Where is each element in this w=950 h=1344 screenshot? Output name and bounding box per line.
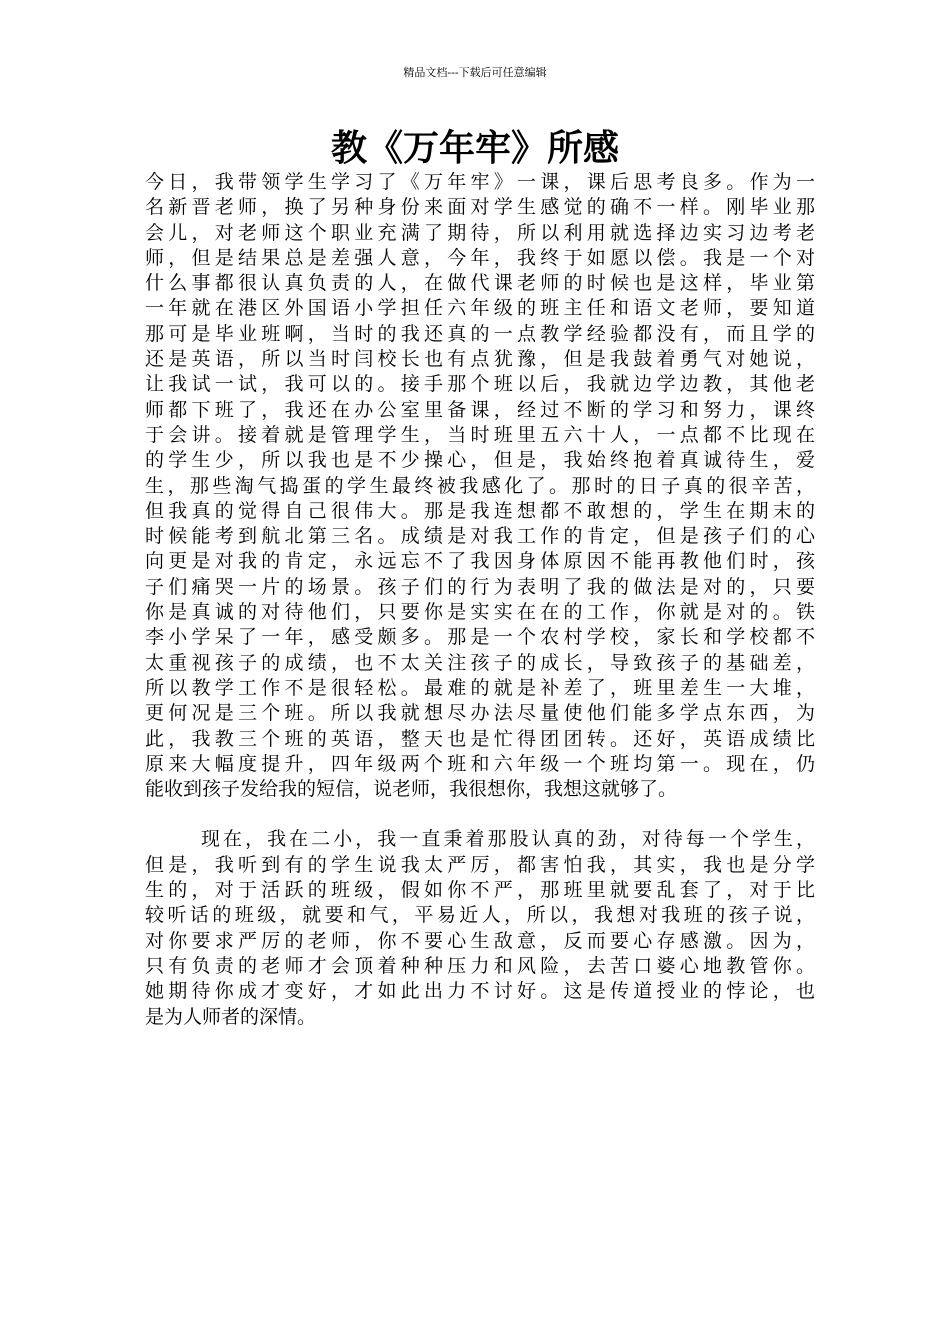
- text-line: 子们痛哭一片的场景。孩子们的行为表明了我的做法是对的，只要: [145, 575, 815, 598]
- text-line: 会儿，对老师这个职业充满了期待，所以利用就选择边实习边考老: [145, 221, 815, 244]
- text-line: 于会讲。接着就是管理学生，当时班里五六十人，一点都不比现在: [145, 423, 815, 446]
- text-line: 更何况是三个班。所以我就想尽办法尽量使他们能多学点东西，为: [145, 702, 815, 725]
- page-header: 精品文档---下载后可任意编辑: [403, 66, 547, 79]
- text-line: 时候能考到航北第三名。成绩是对我工作的肯定，但是孩子们的心: [145, 525, 815, 548]
- text-line: 生，那些淘气捣蛋的学生最终被我感化了。那时的日子真的很辛苦，: [145, 474, 815, 497]
- text-line: 师，但是结果总是差强人意，今年，我终于如愿以偿。我是一个对: [145, 246, 815, 269]
- paragraph-1: [145, 170, 815, 802]
- text-line: 较听话的班级，就要和气，平易近人，所以，我想对我班的孩子说，: [145, 904, 815, 927]
- text-line: 你是真诚的对待他们，只要你是实实在在的工作，你就是对的。铁: [145, 601, 815, 624]
- text-line: 但是，我听到有的学生说我太严厉，都害怕我，其实，我也是分学: [145, 853, 815, 876]
- text-line: 师都下班了，我还在办公室里备课，经过不断的学习和努力，课终: [145, 398, 815, 421]
- text-line: 所以教学工作不是很轻松。最难的就是补差了，班里差生一大堆，: [145, 676, 815, 699]
- text-line: 此，我教三个班的英语，整天也是忙得团团转。还好，英语成绩比: [145, 727, 815, 750]
- paragraph-spacer: [145, 802, 815, 827]
- text-line: 名新晋老师，换了另种身份来面对学生感觉的确不一样。刚毕业那: [145, 196, 815, 219]
- text-line: 对你要求严厉的老师，你不要心生敌意，反而要心存感激。因为，: [145, 929, 815, 952]
- text-line: 让我试一试，我可以的。接手那个班以后，我就边学边教，其他老: [145, 373, 815, 396]
- text-line: 原来大幅度提升，四年级两个班和六年级一个班均第一。现在，仍: [145, 752, 815, 775]
- text-line: 的学生少，所以我也是不少操心，但是，我始终抱着真诚待生，爱: [145, 449, 815, 472]
- document-body: [145, 170, 815, 1030]
- paragraph-2: [145, 827, 815, 1029]
- text-line: 能收到孩子发给我的短信，说老师，我很想你，我想这就够了。: [145, 778, 678, 801]
- text-line: 今日，我带领学生学习了《万年牢》一课，课后思考良多。作为一: [145, 171, 815, 193]
- text-line: 生的，对于活跃的班级，假如你不严，那班里就要乱套了，对于比: [145, 879, 815, 902]
- text-line: 向更是对我的肯定，永远忘不了我因身体原因不能再教他们时，孩: [145, 550, 815, 573]
- text-line: 只有负责的老师才会顶着种种压力和风险，去苦口婆心地教管你。: [145, 954, 815, 977]
- text-line: 太重视孩子的成绩，也不太关注孩子的成长，导致孩子的基础差，: [145, 651, 815, 674]
- text-line: 李小学呆了一年，感受颇多。那是一个农村学校，家长和学校都不: [145, 626, 815, 649]
- text-line: 什么事都很认真负责的人，在做代课老师的时候也是这样，毕业第: [145, 272, 815, 295]
- text-line: 是为人师者的深情。: [145, 1005, 317, 1028]
- text-line: 那可是毕业班啊，当时的我还真的一点教学经验都没有，而且学的: [145, 322, 815, 345]
- text-line: 还是英语，所以当时闫校长也有点犹豫，但是我鼓着勇气对她说，: [145, 348, 815, 371]
- document-title: 教《万年牢》所感: [330, 127, 619, 169]
- text-line: 但我真的觉得自己很伟大。那是我连想都不敢想的，学生在期末的: [145, 499, 815, 522]
- text-line: 她期待你成才变好，才如此出力不讨好。这是传道授业的悖论，也: [145, 980, 815, 1003]
- text-line: 一年就在港区外国语小学担任六年级的班主任和语文老师，要知道: [145, 297, 815, 320]
- text-line: 现在，我在二小，我一直秉着那股认真的劲，对待每一个学生，: [201, 828, 815, 851]
